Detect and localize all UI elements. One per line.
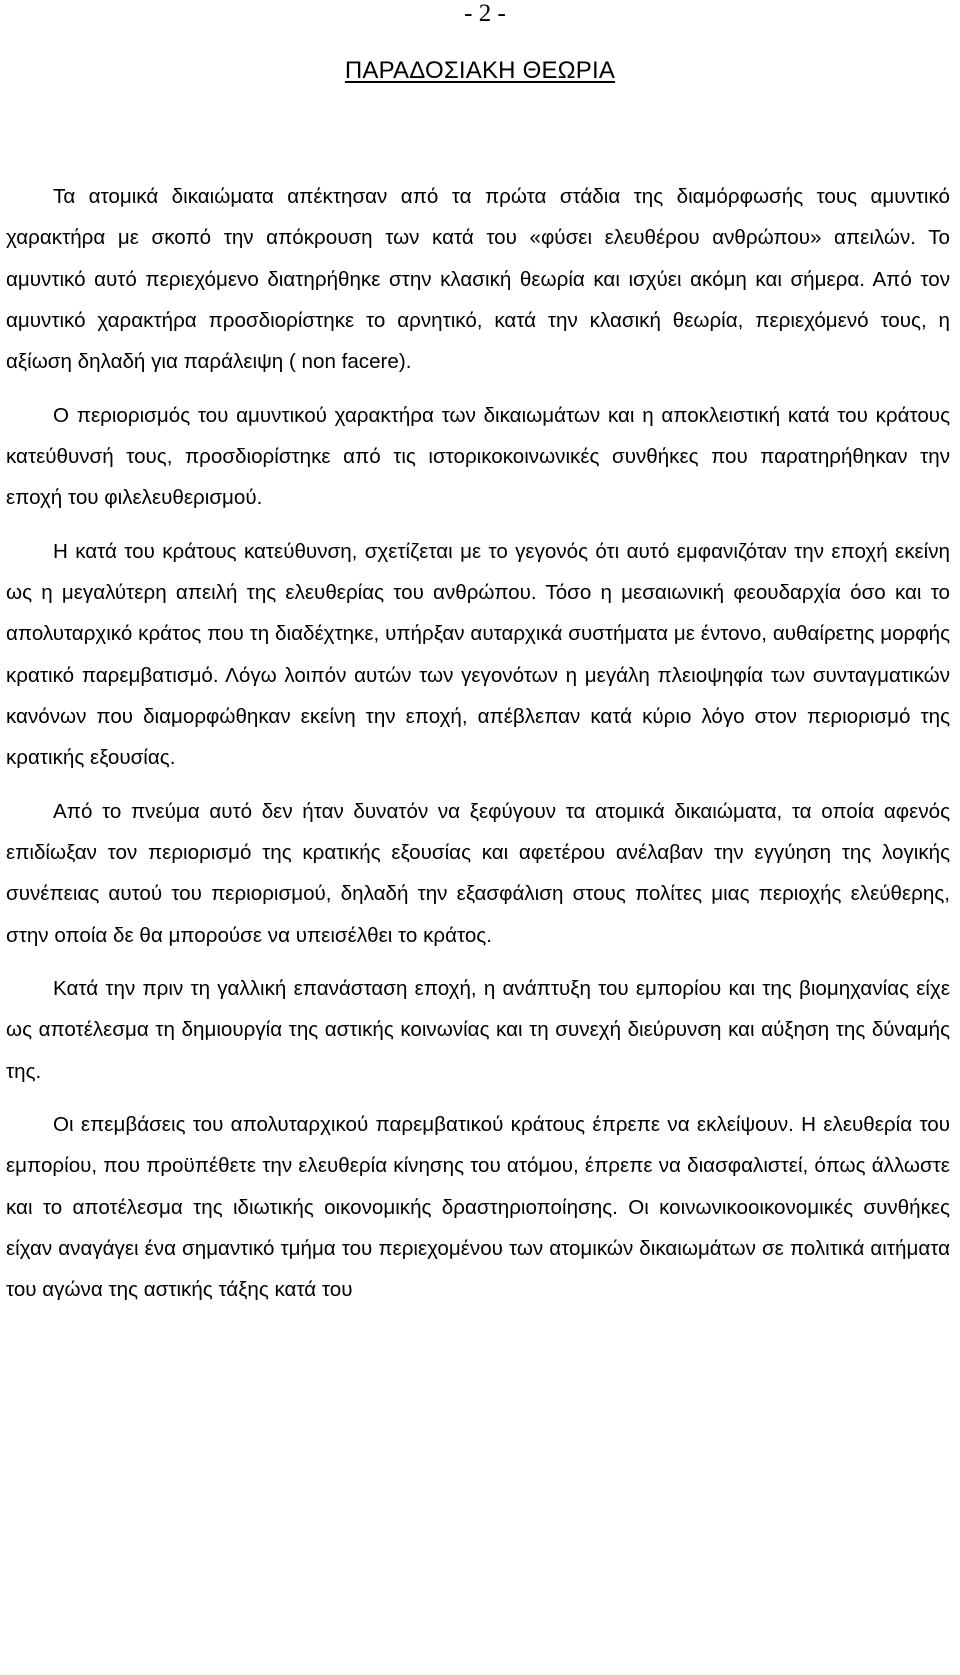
document-title-text: ΠΑΡΑΔΟΣΙΑΚΗ ΘΕΩΡΙΑ (344, 57, 616, 84)
page-number (0, 0, 960, 28)
paragraph-6: Οι επεμβάσεις του απολυταρχικού παρεμβατικού κράτους έπρεπε να εκλείψουν. Η ελευθερία του εμπορίου, που προϋπέθετε την ελευθερία κίνησης του ατόμου, έπρεπε να διασφαλιστεί, όπως άλλωστε και το αποτέλεσμα της ιδιωτικής οικονομικής δραστηριοποίησης. Οι κοινωνικοοικονομικές συνθήκες είχαν αναγάγει ένα σημαντικό τμήμα του περιεχομένου των ατομικών δικαιωμάτων σε πολιτικά αιτήματα του αγώνα της αστικής τάξης κατά του (6, 1113, 950, 1302)
paragraph-2: Ο περιορισμός του αμυντικού χαρακτήρα των δικαιωμάτων και η αποκλειστική κατά του κράτους κατεύθυνσή τους, προσδιορίστηκε από τις ιστορικοκοινωνικές συνθήκες που παρατηρήθηκαν την εποχή του φιλελευθερισμού. (6, 403, 950, 510)
page-number-text: - 2 - (464, 0, 506, 27)
document-title (0, 56, 960, 86)
paragraph-4: Από το πνεύμα αυτό δεν ήταν δυνατόν να ξεφύγουν τα ατομικά δικαιώματα, τα οποία αφενός επιδίωξαν τον περιορισμό της κρατικής εξουσίας και αφετέρου ανέλαβαν την εγγύηση της λογικής συνέπειας αυτού του περιορισμού, δηλαδή την εξασφάλιση στους πολίτες μιας περιοχής ελεύθερης, στην οποία δε θα μπορούσε να υπεισέλθει το κράτος. (6, 799, 950, 947)
paragraph-3: Η κατά του κράτους κατεύθυνση, σχετίζεται με το γεγονός ότι αυτό εμφανιζόταν την εποχή εκείνη ως η μεγαλύτερη απειλή της ελευθερίας του ανθρώπου. Τόσο η μεσαιωνική φεουδαρχία όσο και το απολυταρχικό κράτος που τη διαδέχτηκε, υπήρξαν αυταρχικά συστήματα με έντονο, αυθαίρετης μορφής κρατικό παρεμβατισμό. Λόγω λοιπόν αυτών των γεγονότων η μεγάλη πλειοψηφία των συνταγματικών κανόνων που διαμορφώθηκαν εκείνη την εποχή, απέβλεπαν κατά κύριο λόγο στον περιορισμό της κρατικής εξουσίας. (6, 539, 950, 770)
document-body (6, 176, 950, 1323)
paragraph-5: Κατά την πριν τη γαλλική επανάσταση εποχή, η ανάπτυξη του εμπορίου και της βιομηχανίας είχε ως αποτέλεσμα τη δημιουργία της αστικής κοινωνίας και τη συνεχή διεύρυνση και αύξηση της δύναμής της. (6, 977, 950, 1083)
paragraph-1: Τα ατομικά δικαιώματα απέκτησαν από τα πρώτα στάδια της διαμόρφωσής τους αμυντικό χαρακτήρα με σκοπό την απόκρουση των κατά του «φύσει ελευθέρου ανθρώπου» απειλών. Το αμυντικό αυτό περιεχόμενο διατηρήθηκε στην κλασική θεωρία και ισχύει ακόμη και σήμερα. Από τον αμυντικό χαρακτήρα προσδιορίστηκε το αρνητικό, κατά την κλασική θεωρία, περιεχόμενό τους, η αξίωση δηλαδή για παράλειψη ( non facere). (6, 185, 950, 374)
